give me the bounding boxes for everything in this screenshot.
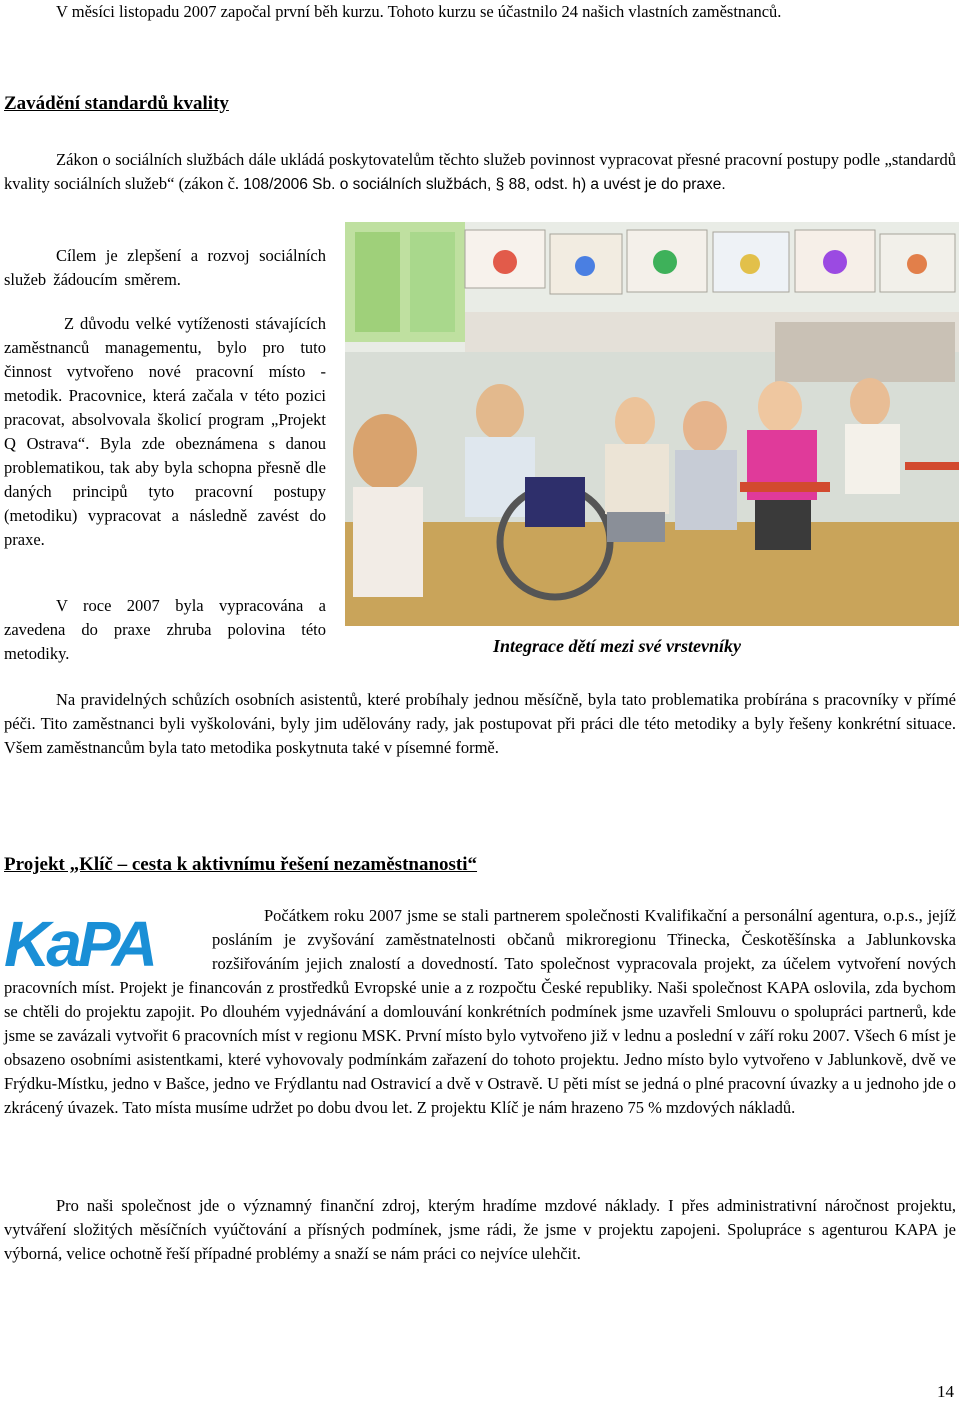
paragraph-kapa-wrapper: [4, 904, 956, 1120]
paragraph-methodist: Z důvodu velké vytíženosti stávajících zaměstnanců managementu, bylo pro tuto činnost vytvořeno nové pracovní místo - metodik. Pracovnice, která začala v této pozici pracovat, absolvovala školicí program „Projekt Q Ostrava“. Byla zde obeznámena s danou problematikou, tak aby byla schopna přesně dle daných principů tyto pracovní postupy (metodiku) vypracovat a následně zavést do praxe.: [4, 314, 326, 549]
logo-float-spacer: [4, 904, 212, 976]
page-number: 14: [937, 1382, 954, 1401]
paragraph-course: V měsíci listopadu 2007 započal první běh kurzu. Tohoto kurzu se účastnilo 24 našich vlastních zaměstnanců.: [56, 2, 782, 21]
paragraph-law: Zákon o sociálních službách dále ukládá poskytovatelům těchto služeb povinnost vypracovat přesné pracovní postupy podle „standardů kvality sociálních služeb“ (zákon č. 108/2006 Sb. o sociálních službách, § 88, odst. h) a uvést je do praxe.: [4, 150, 956, 193]
heading-quality-standards: Zavádění standardů kvality: [4, 93, 229, 114]
paragraph-kapa: Počátkem roku 2007 jsme se stali partnerem společnosti Kvalifikační a personální agentura, o.p.s., jejíž posláním je zvyšování zaměstnatelnosti občanů mikroregionu Třinecka, Českotěšínska a Jablunkovska rozšiřováním jejich znalostí a dovedností. Tato společnost vypracovala projekt, za účelem vytvoření nových pracovních míst. Projekt je financován z prostředků Evropské unie a z rozpočtu České republiky. Naši společnost KAPA oslovila, zda bychom se chtěli do projektu zapojit. Po dlouhém vyjednávání a domlouvání konkrétních podmínek jsme uzavřeli Smlouvu o spolupráci partnerů, kde jsme se zavázali vytvořit 6 pracovních míst v regionu MSK. První místo bylo vytvořeno již v lednu a poslední v září roku 2007. Všech 6 míst je obsazeno osobními asistentkami, které vyhovovaly podmínkám zařazení do tohoto projektu. Jedno místo bylo vytvořeno v Jablunkově, dvě ve Frýdku-Místku, jedno v Bašce, jedno ve Frýdlantu nad Ostravicí a dvě v Ostravě. U pěti míst se jedná o plné pracovní úvazky a u jednoho jde o zkrácený úvazek. Tato místa musíme udržet po dobu dvou let. Z projektu Klíč je nám hrazeno 75 % mzdových nákladů.: [4, 906, 956, 1117]
photo-caption: Integrace dětí mezi své vrstevníky: [493, 636, 741, 656]
paragraph-meetings: Na pravidelných schůzích osobních asistentů, které probíhaly jednou měsíčně, byla tato problematika probírána s pracovníky v přímé péči. Tito zaměstnanci byli vyškolováni, byly jim udělovány rady, jak postupovat při práci dle této metodiky a byly řešeny konkrétní situace. Všem zaměstnancům byla tato metodika poskytnuta také v písemné formě.: [4, 690, 956, 757]
heading-project-klic: Projekt „Klíč – cesta k aktivnímu řešení nezaměstnanosti“: [4, 854, 478, 875]
classroom-photo-illustration: [345, 222, 959, 626]
classroom-photo: [345, 222, 959, 626]
paragraph-2007-methodology: V roce 2007 byla vypracována a zavedena do praxe zhruba polovina této metodiky.: [4, 596, 326, 663]
kapa-logo-text: KaPA: [4, 914, 154, 972]
paragraph-goal: Cílem je zlepšení a rozvoj sociálních služeb žádoucím směrem.: [4, 246, 326, 289]
paragraph-finance: Pro naši společnost jde o významný finanční zdroj, kterým hradíme mzdové náklady. I přes administrativní náročnost projektu, vytváření složitých měsíčních vyúčtování a přísných podmínek, jsme rádi, že jsme v projektu zapojeni. Spolupráce s agenturou KAPA je výborná, velice ochotně řeší případné problémy a snaží se nám práci co nejvíce ulehčit.: [4, 1196, 956, 1263]
